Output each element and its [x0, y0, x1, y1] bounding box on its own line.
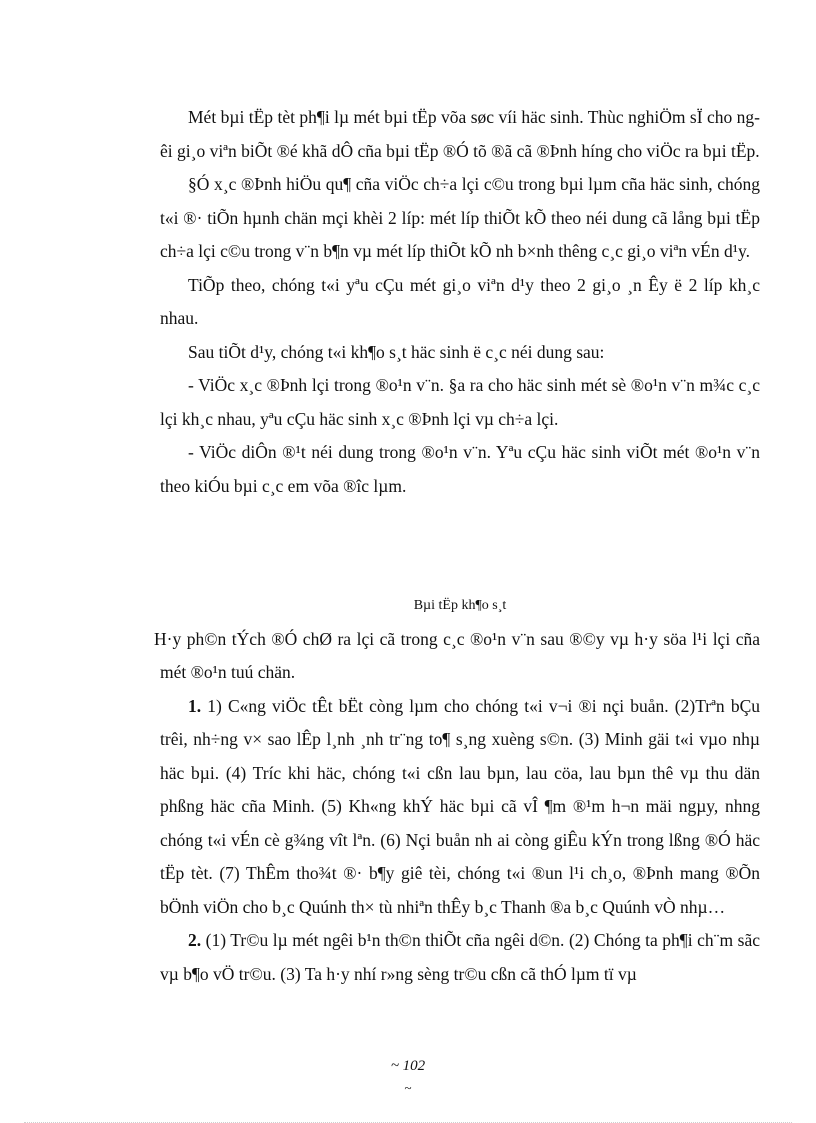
page-footer-tilde: ~: [404, 1080, 412, 1095]
exercise-2: [160, 924, 760, 991]
exercise-1-number: 1.: [188, 695, 202, 716]
page-number: ~ 102: [390, 1058, 426, 1074]
paragraph-5: - ViÖc x¸c ®Þnh lçi trong ®o¹n v¨n. §a ra cho häc sinh mét sè ®o¹n v¨n m¾c c¸c lçi kh¸c nhau, yªu cÇu häc sinh x¸c ®Þnh lçi vµ ch÷a lçi.: [160, 375, 760, 429]
exercise-section: [154, 589, 760, 991]
exercise-2-text: (1) Tr©u lµ mét ngêi b¹n th©n thiÕt cña ngêi d©n. (2) Chóng ta ph¶i ch¨m sãc vµ b¶o vÖ tr©u. (3) Ta h·y nhí r»ng sèng tr©u cßn cã thÓ lµm tï vµ: [160, 930, 760, 984]
paragraph-3: TiÕp theo, chóng t«i yªu cÇu mét gi¸o viªn d¹y theo 2 gi¸o ¸n Êy ë 2 líp kh¸c nhau.: [160, 274, 760, 328]
paragraph-4: Sau tiÕt d¹y, chóng t«i kh¶o s¸t häc sinh ë c¸c néi dung sau:: [188, 341, 605, 362]
paragraph-2: §Ó x¸c ®Þnh hiÖu qu¶ cña viÖc ch÷a lçi c©u trong bµi lµm cña häc sinh, chóng t«i ®· tiÕn hµnh chän mçi khèi 2 líp: mét líp thiÕt kÕ theo néi dung cã lång bµi tËp ch÷a lçi c©u trong v¨n b¶n vµ mét líp thiÕt kÕ nh b×nh thêng c¸c gi¸o viªn vÉn d¹y.: [160, 174, 760, 261]
section-intro: H·y ph©n tÝch ®Ó chØ ra lçi cã trong c¸c ®o¹n v¨n sau ®©y vµ h·y söa l¹i lçi cña mét ®o¹n tuú chän.: [154, 628, 760, 682]
exercise-1-text: 1) C«ng viÖc tÊt bËt còng lµm cho chóng t«i v¬i ®i nçi buån. (2)Trªn bÇu trêi, nh÷ng v× sao lÊp l¸nh ¸nh tr¨ng to¶ s¸ng xuèng s©n. (3) Minh gäi t«i vµo nhµ häc bµi. (4) Tríc khi häc, chóng t«i cßn lau bµn, lau cöa, lau bµn thê vµ thu dän phßng häc cña Minh. (5) Kh«ng khÝ häc bµi cã vÎ ¶m ®¹m h¬n mäi ngµy, nhng chóng t«i vÉn cè g¾ng vît lªn. (6) Nçi buån nh ai còng giÊu kÝn trong lßng ®Ó häc tËp tèt. (7) ThÊm tho¾t ®· b¶y giê tèi, chóng t«i ®un l¹i ch¸o, ®Þnh mang ®Õn bÖnh viÖn cho b¸c Quúnh th× tù nhiªn thÊy b¸c Thanh ®a b¸c Quúnh vÒ nhµ…: [160, 695, 760, 917]
section-heading: Bµi tËp kh¶o s¸t: [413, 598, 507, 613]
paragraph-1: Mét bµi tËp tèt ph¶i lµ mét bµi tËp võa søc víi häc sinh. Thùc nghiÖm sÏ cho ngêi gi¸o viªn biÕt ®é khã dÔ cña bµi tËp ®Ó tõ ®ã cã ®Þnh híng cho viÖc ra bµi tËp.: [160, 107, 760, 161]
exercise-2-number: 2.: [188, 930, 202, 950]
body-text: [160, 101, 760, 503]
exercise-1: [160, 690, 760, 925]
paragraph-6: - ViÖc diÔn ®¹t néi dung trong ®o¹n v¨n. Yªu cÇu häc sinh viÕt mét ®o¹n v¨n theo kiÓu bµi c¸c em võa ®îc lµm.: [160, 442, 760, 496]
